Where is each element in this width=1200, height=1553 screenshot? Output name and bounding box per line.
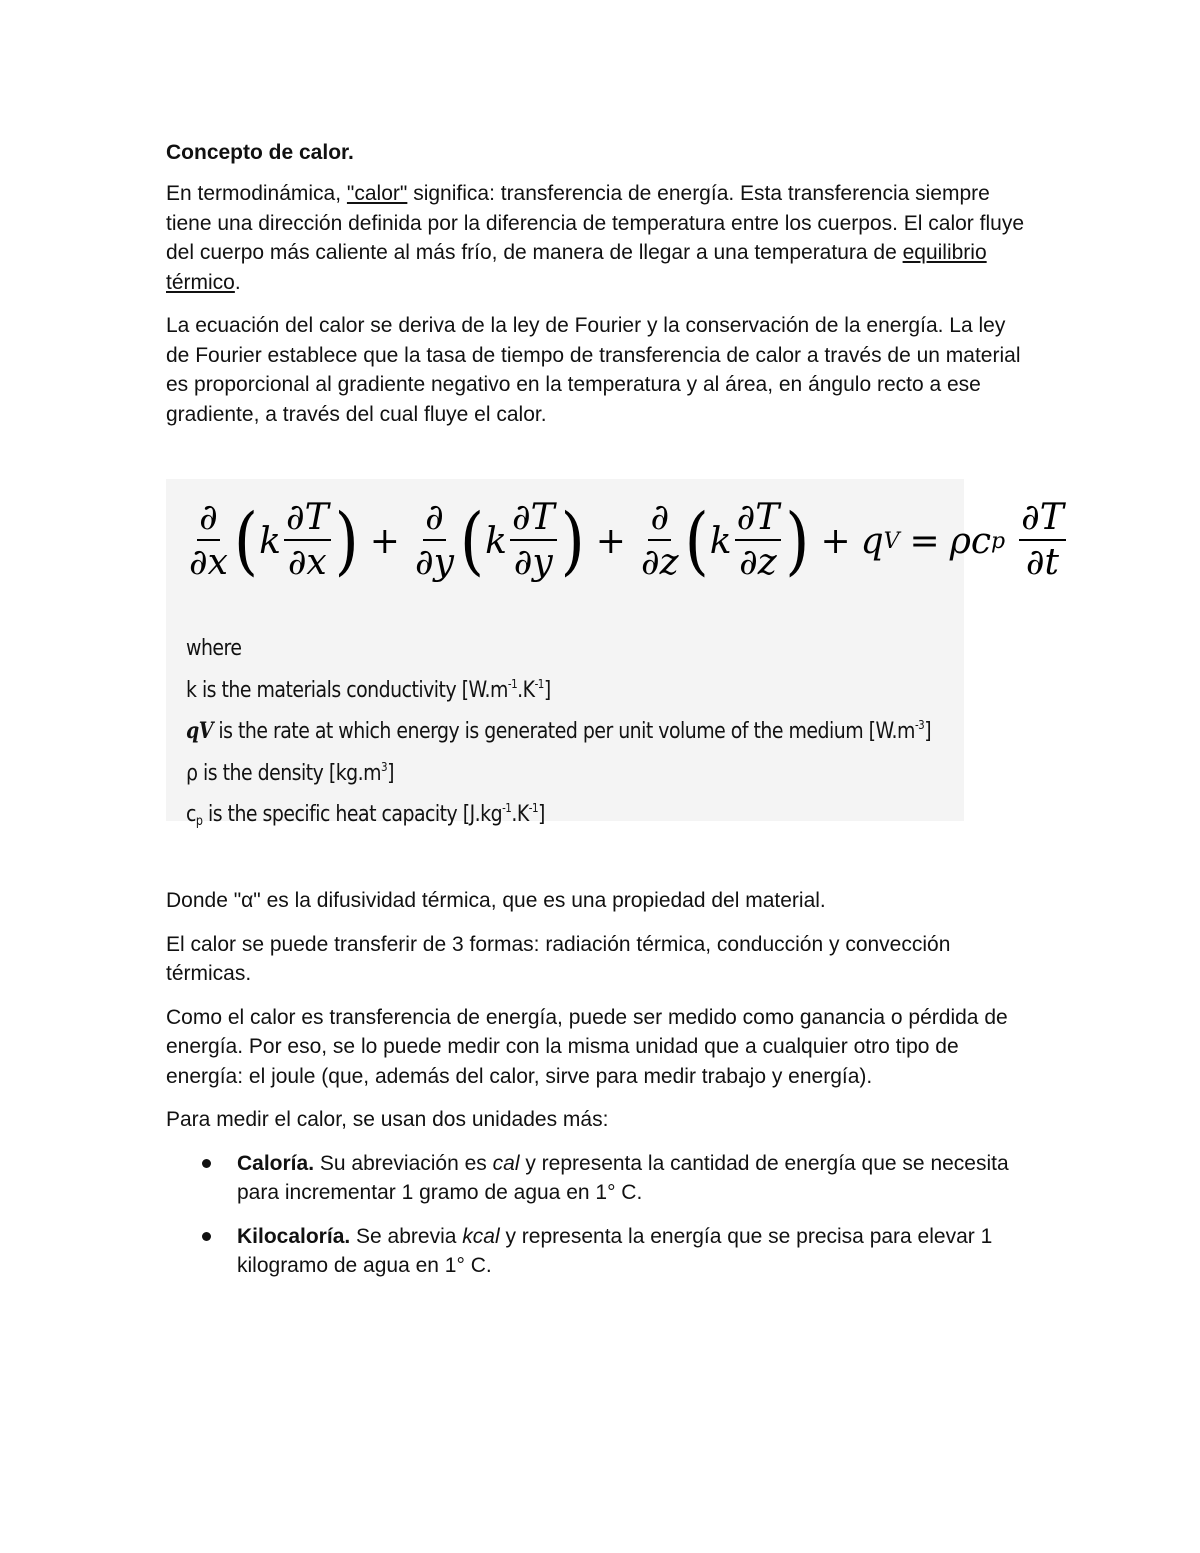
symbol-k: k xyxy=(709,520,732,562)
legend-text: ρ is the density [kg.m xyxy=(186,760,382,786)
denominator: ∂z xyxy=(640,542,679,583)
document-body xyxy=(166,138,1026,443)
superscript: -1 xyxy=(507,676,518,691)
plus-sign: + xyxy=(369,520,400,562)
paragraph-transfer-forms: El calor se puede transferir de 3 formas: radiación térmica, conducción y convección térmicas. xyxy=(166,932,951,985)
fraction-d-dz xyxy=(639,497,681,585)
fraction-dT-dz xyxy=(735,497,782,585)
legend-text: .K xyxy=(517,677,535,703)
text-run: y representa la cantidad de energía que se necesita para incrementar 1 gramo de agua en 1° C. xyxy=(237,1151,1009,1204)
superscript: 3 xyxy=(381,759,388,774)
legend-text: ] xyxy=(387,760,394,786)
qv-symbol: qV xyxy=(186,718,213,744)
numerator: ∂ xyxy=(197,497,220,541)
text-run: . xyxy=(234,270,241,294)
equals-sign: = xyxy=(909,520,940,562)
heat-equation-image xyxy=(166,479,1064,829)
text-run: y representa la energía que se precisa para elevar 1 kilogramo de agua en 1° C. xyxy=(237,1224,993,1277)
denominator: ∂t xyxy=(1025,542,1059,583)
fraction-dT-dx xyxy=(284,497,331,585)
subscript-p: p xyxy=(991,528,1006,554)
paragraph-alpha: Donde "α" es la difusividad térmica, que es una propiedad del material. xyxy=(166,889,826,912)
document-body-continued xyxy=(166,886,1026,1295)
denominator: ∂y xyxy=(414,542,454,583)
list-item xyxy=(166,1149,1026,1208)
legend-where: where xyxy=(186,636,242,661)
superscript: -1 xyxy=(502,801,512,815)
denominator: ∂z xyxy=(739,542,777,583)
denominator: ∂x xyxy=(287,542,327,583)
left-paren: ( xyxy=(459,496,485,585)
link-equilibrio-termico[interactable]: equilibrio térmico xyxy=(166,241,987,294)
heat-equation xyxy=(184,497,1069,585)
units-list xyxy=(166,1149,1026,1281)
term: Kilocaloría. xyxy=(237,1224,351,1248)
symbol-k: k xyxy=(485,520,507,562)
right-paren: ) xyxy=(560,496,585,585)
legend-k xyxy=(186,667,931,709)
subscript: p xyxy=(195,814,203,829)
legend-text: is the rate at which energy is generated per unit volume of the medium [W.m xyxy=(212,719,915,744)
plus-sign: + xyxy=(595,520,626,562)
document-title: Concepto de calor. xyxy=(166,141,354,164)
text-run: significa: transferencia de energía. Esta transferencia siempre tiene una dirección definida por la diferencia de temperatura entre los cuerpos. El calor fluye del cuerpo más caliente al más frío, de manera de llegar a una temperatura de xyxy=(166,182,1024,264)
superscript: -3 xyxy=(914,718,925,732)
fraction-dT-dt xyxy=(1019,497,1066,585)
numerator: ∂T xyxy=(510,497,557,541)
paragraph-fourier: La ecuación del calor se deriva de la ley de Fourier y la conservación de la energía. La ley de Fourier establece que la tasa de tiempo de transferencia de calor a través de un material es proporcional al gradiente negativo en la temperatura y al área, en ángulo recto a ese gradiente, a través del cual fluye el calor. xyxy=(166,314,1021,426)
legend-text: k is the materials conductivity [W.m xyxy=(186,677,508,703)
symbol-k: k xyxy=(259,520,281,562)
link-calor[interactable]: "calor" xyxy=(346,182,408,205)
legend-text: .K xyxy=(511,802,529,827)
cp-symbol: c xyxy=(186,802,196,827)
list-item xyxy=(166,1222,1026,1281)
bullet-icon xyxy=(202,1232,211,1241)
bullet-icon xyxy=(202,1159,211,1168)
numerator: ∂T xyxy=(1019,497,1066,541)
text-run: Su abreviación es xyxy=(314,1151,493,1175)
legend-rho xyxy=(186,750,931,792)
left-paren: ( xyxy=(684,496,709,585)
right-paren: ) xyxy=(334,496,359,585)
text-run: En termodinámica, xyxy=(166,182,347,205)
symbol-q: q xyxy=(860,520,884,562)
fraction-d-dx xyxy=(187,497,230,585)
fraction-d-dy xyxy=(413,497,456,585)
numerator: ∂T xyxy=(735,497,782,541)
numerator: ∂T xyxy=(284,497,331,541)
paragraph-heat-definition xyxy=(166,179,1026,297)
abbreviation: cal xyxy=(492,1151,520,1175)
left-paren: ( xyxy=(233,496,259,585)
legend-qv xyxy=(186,708,931,750)
right-paren: ) xyxy=(785,496,810,585)
subscript-v: V xyxy=(883,528,900,554)
equation-legend xyxy=(186,631,931,840)
paragraph-units-intro: Para medir el calor, se usan dos unidades más: xyxy=(166,1108,609,1131)
legend-cp xyxy=(186,791,931,840)
legend-text: ] xyxy=(538,802,545,827)
text-run: Se abrevia xyxy=(350,1224,463,1248)
numerator: ∂ xyxy=(423,497,446,541)
legend-text: ] xyxy=(543,677,551,703)
superscript: -1 xyxy=(528,801,539,815)
denominator: ∂y xyxy=(513,542,553,583)
fraction-dT-dy xyxy=(510,497,557,585)
numerator: ∂ xyxy=(648,497,671,541)
symbol-rho-c: ρc xyxy=(949,520,992,562)
denominator: ∂x xyxy=(189,542,228,583)
superscript: -1 xyxy=(534,676,544,691)
legend-text: ] xyxy=(924,719,932,744)
paragraph-measurement: Como el calor es transferencia de energía, puede ser medido como ganancia o pérdida de energía. Por eso, se lo puede medir con la misma unidad que a cualquier otro tipo de energía: el joule (que, además del calor, sirve para medir trabajo y energía). xyxy=(166,1005,1008,1088)
term: Caloría. xyxy=(237,1151,315,1175)
plus-sign: + xyxy=(820,520,851,562)
legend-text: is the specific heat capacity [J.kg xyxy=(202,802,503,827)
abbreviation: kcal xyxy=(462,1224,500,1248)
